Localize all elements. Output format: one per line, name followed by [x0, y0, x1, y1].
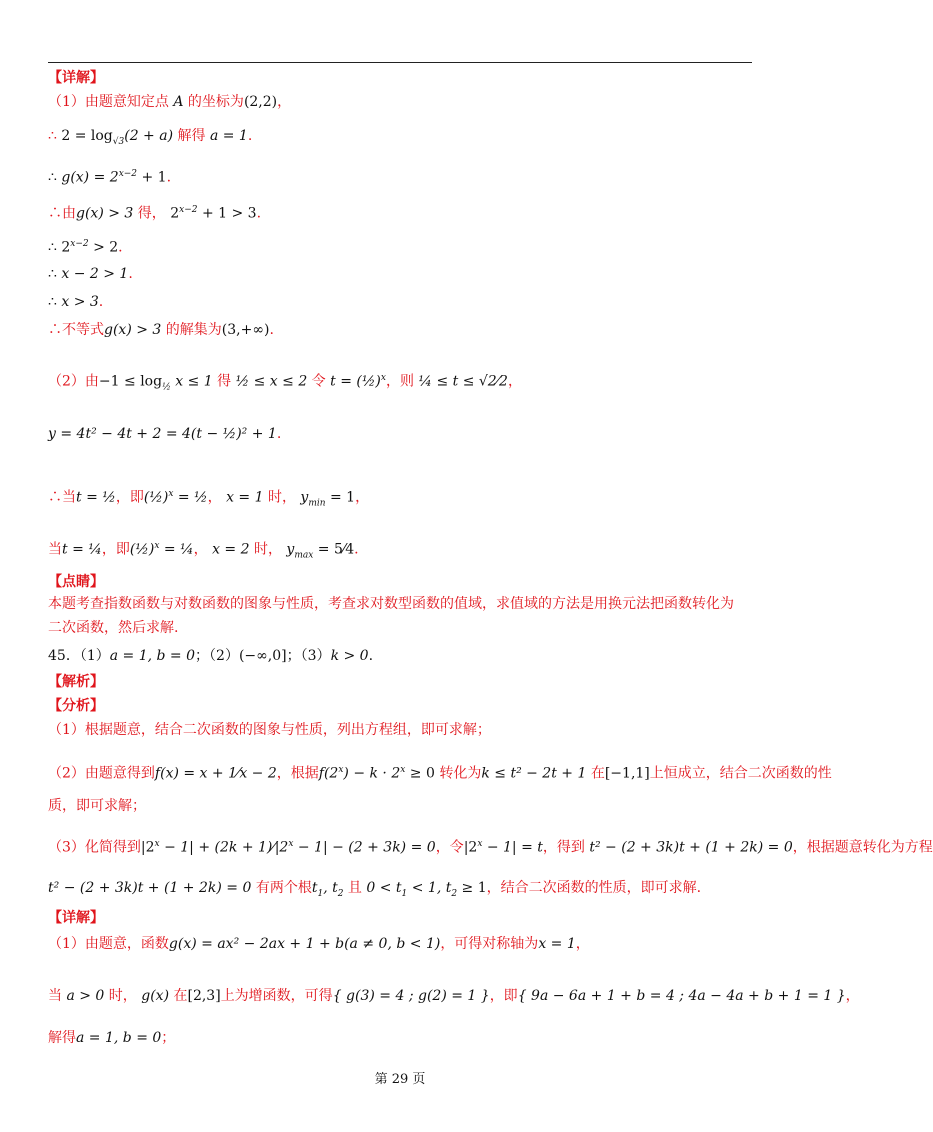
segment: . — [354, 541, 359, 558]
segment: a = 1, b = 0 — [109, 648, 196, 664]
segment: . — [247, 128, 253, 144]
text-line-l20 — [48, 720, 491, 740]
segment: 令 — [307, 373, 331, 390]
segment: > 2 — [88, 239, 119, 256]
segment: x−2 — [179, 205, 198, 215]
segment: . — [276, 426, 282, 442]
segment: (2 + a) — [124, 128, 174, 144]
segment: ，即 — [489, 988, 518, 1004]
segment: x > 3 — [61, 294, 99, 310]
text-line-l1 — [48, 68, 104, 88]
text-line-l4 — [48, 164, 171, 188]
segment: − 1| + (2k + 1)⁄|2 — [159, 839, 289, 856]
segment: x — [168, 489, 174, 499]
segment: ， — [845, 988, 860, 1004]
segment: A — [173, 94, 184, 110]
segment: ∴ — [48, 294, 62, 310]
segment: ≥ 1 — [457, 880, 487, 896]
segment: x ≤ 1 — [170, 373, 213, 390]
segment: |2 — [463, 839, 478, 856]
text-line-l3 — [48, 126, 252, 152]
segment: t = ¼ — [62, 541, 102, 558]
segment: ，根据题意转化为方程 — [792, 839, 933, 856]
segment: − 1| − (2 + 3k) = 0 — [293, 839, 436, 856]
segment: [−1,1] — [604, 765, 650, 782]
segment: g(x) > 3 — [104, 322, 162, 338]
segment: 的坐标为 — [183, 94, 244, 110]
segment: f(2 — [318, 765, 339, 782]
segment: 且 — [343, 880, 367, 896]
segment: x = 1 — [226, 489, 264, 506]
segment: ，即 — [115, 489, 144, 506]
segment: ，可得对称轴为 — [440, 936, 539, 952]
segment: 当 — [48, 988, 67, 1004]
segment: , t — [323, 880, 338, 896]
segment: ∴由 — [48, 205, 76, 222]
segment: 【详解】 — [48, 910, 104, 926]
segment: 2 — [61, 239, 71, 256]
segment: 【分析】 — [48, 698, 104, 714]
segment: + 1 — [137, 169, 167, 186]
text-line-l28 — [48, 1028, 175, 1048]
text-line-l5 — [48, 200, 261, 224]
segment: t² − (2 + 3k)t + (1 + 2k) = 0 — [589, 839, 793, 856]
segment: 2 — [451, 888, 458, 899]
segment: 时， — [104, 988, 142, 1004]
segment: √3 — [112, 136, 125, 147]
text-line-l18 — [48, 672, 104, 692]
segment: y — [300, 489, 309, 506]
header-rule — [48, 62, 752, 63]
text-line-l12 — [48, 484, 369, 513]
segment: ∴ — [48, 169, 62, 186]
segment: f(x) = x + 1⁄x − 2 — [154, 765, 277, 782]
segment: 2 — [337, 888, 344, 899]
segment: . — [269, 322, 274, 338]
segment: x — [338, 765, 344, 775]
segment: x − 2 > 1 — [61, 266, 129, 282]
segment: 时， — [263, 489, 301, 506]
segment: . — [98, 294, 104, 310]
segment: −1 ≤ log — [98, 373, 163, 390]
segment: x — [154, 839, 160, 849]
segment: 2 — [170, 205, 180, 222]
text-line-l24 — [48, 878, 701, 904]
segment: . — [166, 169, 172, 186]
segment: y — [286, 541, 295, 558]
text-line-l2 — [48, 92, 291, 112]
segment: ½ — [162, 382, 171, 393]
segment: a = 1, b = 0 — [76, 1030, 162, 1046]
segment: k > 0 — [330, 648, 369, 664]
segment: x = 2 — [212, 541, 250, 558]
segment: ¼ ≤ t ≤ √2⁄2 — [418, 373, 508, 390]
segment: 有两个根 — [251, 880, 312, 896]
text-line-l6 — [48, 234, 123, 258]
segment: 【详解】 — [48, 70, 104, 86]
segment: 得 — [212, 373, 236, 390]
segment: a = 1 — [209, 128, 248, 144]
segment: ½ ≤ x ≤ 2 — [235, 373, 308, 390]
segment: ≥ 0 — [405, 765, 435, 782]
text-line-l17 — [48, 646, 373, 666]
segment: (3,+∞) — [221, 322, 270, 338]
page-number: 第 29 页 — [374, 1072, 426, 1087]
segment: x = 1 — [538, 936, 576, 952]
segment: x — [154, 541, 160, 551]
text-line-l14 — [48, 572, 104, 592]
segment: (½) — [143, 489, 169, 506]
segment: y = 4t² − 4t + 2 = 4(t − ½)² + 1 — [48, 426, 277, 442]
segment: ，结合二次函数的性质，即可求解. — [486, 880, 702, 896]
segment: max — [294, 550, 314, 561]
segment: = ½ — [173, 489, 208, 506]
text-line-l25 — [48, 908, 104, 928]
segment: 0 < t — [366, 880, 402, 896]
segment: x — [477, 839, 483, 849]
segment: 【解析】 — [48, 674, 104, 690]
segment: 本题考查指数函数与对数函数的图象与性质，考查求对数型函数的值域，求值域的方法是用换元法把函数转化为 — [48, 596, 734, 612]
segment: . — [256, 205, 262, 222]
text-line-l15 — [48, 594, 734, 614]
segment: 解得 — [48, 1030, 76, 1046]
text-line-l10 — [48, 368, 522, 397]
segment: x−2 — [118, 169, 138, 179]
segment: ； — [161, 1030, 176, 1046]
segment: 45．（1） — [48, 648, 110, 664]
text-line-l23 — [48, 834, 933, 858]
segment: ∴ — [48, 239, 62, 256]
segment: ∴当 — [48, 489, 76, 506]
segment: = 1 — [325, 489, 356, 506]
segment: 得， — [133, 205, 171, 222]
segment: 1 — [317, 888, 324, 899]
segment: ， — [355, 489, 370, 506]
text-line-l27 — [48, 986, 860, 1006]
text-line-l21 — [48, 760, 832, 784]
segment: 在 — [586, 765, 605, 782]
segment: t² − (2 + 3k)t + (1 + 2k) = 0 — [48, 880, 252, 896]
segment: ， — [207, 489, 227, 506]
segment: 二次函数，然后求解. — [48, 620, 179, 636]
segment: (2,2) — [243, 94, 278, 110]
segment: = 5⁄4 — [313, 541, 355, 558]
segment: ) − k · 2 — [343, 765, 401, 782]
segment: ， — [507, 373, 522, 390]
segment: x — [400, 765, 406, 775]
segment: < 1, t — [407, 880, 452, 896]
segment: min — [308, 498, 326, 509]
segment: 上恒成立，结合二次函数的性 — [649, 765, 832, 782]
segment: x — [288, 839, 294, 849]
segment: x−2 — [70, 239, 89, 249]
segment: k ≤ t² − 2t + 1 — [481, 765, 587, 782]
segment: (½) — [129, 541, 155, 558]
segment: . — [128, 266, 133, 282]
text-line-l16 — [48, 618, 178, 638]
segment: ， — [575, 936, 590, 952]
segment: 在 — [169, 988, 188, 1004]
segment: g(x) > 3 — [76, 205, 134, 222]
text-line-l8 — [48, 292, 103, 312]
segment: − 1| = t — [482, 839, 543, 856]
text-line-l26 — [48, 934, 590, 954]
segment: { g(3) = 4 ; g(2) = 1 } — [332, 988, 490, 1004]
segment: ， — [277, 94, 292, 110]
segment: ∴不等式 — [48, 322, 104, 338]
text-line-l13 — [48, 536, 359, 565]
segment: (−∞,0] — [238, 648, 287, 664]
text-line-l22 — [48, 796, 146, 816]
segment: ∴ — [48, 266, 62, 282]
segment: . — [368, 648, 374, 664]
segment: [2,3] — [187, 988, 221, 1004]
segment: （3）化简得到 — [48, 839, 141, 856]
text-line-l11 — [48, 424, 281, 444]
segment: ，则 — [385, 373, 419, 390]
text-line-l9 — [48, 320, 274, 340]
segment: （1）由题意，函数 — [48, 936, 169, 952]
segment: a > 0 — [66, 988, 105, 1004]
segment: 时， — [249, 541, 287, 558]
segment: （2）由题意得到 — [48, 765, 155, 782]
segment: g(x) = 2 — [61, 169, 119, 186]
segment: 2 = log — [61, 128, 113, 144]
segment: t = (½) — [330, 373, 381, 390]
segment: t = ½ — [76, 489, 116, 506]
segment: + 1 > 3 — [197, 205, 257, 222]
text-line-l19 — [48, 696, 104, 716]
segment: 当 — [48, 541, 62, 558]
segment: g(x) — [141, 988, 170, 1004]
segment: ∴ — [48, 128, 62, 144]
segment: g(x) = ax² − 2ax + 1 + b(a ≠ 0, b < 1) — [168, 936, 441, 952]
segment: = ¼ — [159, 541, 194, 558]
segment: 【点睛】 — [48, 574, 104, 590]
text-line-l7 — [48, 264, 133, 284]
segment: { 9a − 6a + 1 + b = 4 ; 4a − 4a + b + 1 = 1 } — [517, 988, 846, 1004]
segment: ， — [193, 541, 213, 558]
segment: ；（2） — [195, 648, 239, 664]
segment: . — [118, 239, 123, 256]
segment: ，即 — [101, 541, 130, 558]
segment: （2）由 — [48, 373, 99, 390]
segment: ；（3） — [286, 648, 331, 664]
segment: 质，即可求解； — [48, 798, 146, 814]
segment: （1）由题意知定点 — [48, 94, 174, 110]
segment: t — [311, 880, 318, 896]
segment: 解得 — [173, 128, 210, 144]
segment: 1 — [401, 888, 408, 899]
segment: 的解集为 — [161, 322, 222, 338]
segment: （1）根据题意，结合二次函数的图象与性质，列出方程组，即可求解； — [48, 722, 491, 738]
segment: |2 — [140, 839, 155, 856]
segment: ，令 — [435, 839, 464, 856]
segment: ，根据 — [276, 765, 319, 782]
segment: x — [380, 373, 386, 383]
segment: 转化为 — [434, 765, 482, 782]
segment: 上为增函数，可得 — [220, 988, 333, 1004]
segment: ，得到 — [542, 839, 590, 856]
